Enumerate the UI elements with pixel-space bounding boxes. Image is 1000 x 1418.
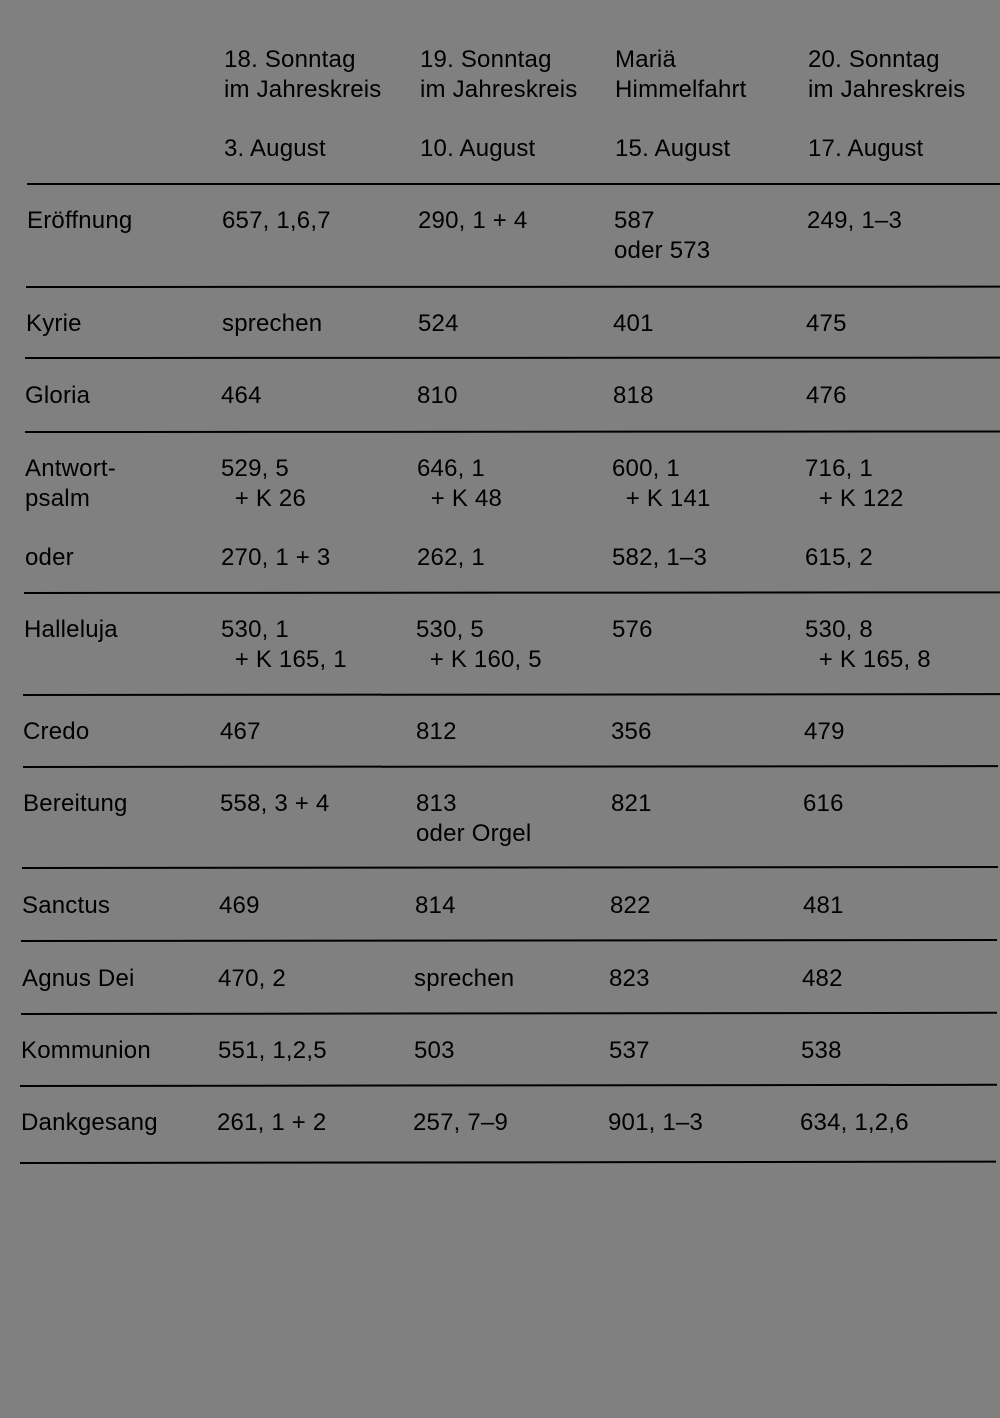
table-cell: 270, 1 + 3 <box>221 544 331 571</box>
table-cell: 482 <box>802 965 843 992</box>
row-label: Kyrie <box>26 310 82 337</box>
table-cell: 646, 1 + K 48 <box>417 455 502 512</box>
table-cell: 634, 1,2,6 <box>800 1109 909 1136</box>
table-cell: 529, 5 + K 26 <box>221 455 306 512</box>
divider <box>22 866 998 869</box>
table-cell: 822 <box>610 892 651 919</box>
row-label: Gloria <box>25 382 91 409</box>
divider <box>25 430 1000 433</box>
table-cell: 401 <box>613 310 654 337</box>
table-cell: 615, 2 <box>805 544 873 571</box>
row-label: Agnus Dei <box>22 965 135 992</box>
table-cell: 818 <box>613 382 654 409</box>
table-cell: 582, 1–3 <box>612 544 708 571</box>
table-cell: 600, 1 + K 141 <box>612 455 711 512</box>
table-cell: 901, 1–3 <box>608 1109 704 1136</box>
table-cell: 476 <box>806 382 847 409</box>
table-cell: 551, 1,2,5 <box>218 1037 327 1064</box>
row-label: Eröffnung <box>27 207 133 234</box>
table-cell: 249, 1–3 <box>807 207 903 234</box>
table-cell: 470, 2 <box>218 965 286 992</box>
table-cell: 261, 1 + 2 <box>217 1109 327 1136</box>
table-cell: 587 oder 573 <box>614 207 711 264</box>
table-cell: 479 <box>804 718 845 745</box>
col1-title: 18. Sonntag im Jahreskreis <box>224 46 382 103</box>
table-cell: 530, 8 + K 165, 8 <box>805 616 931 673</box>
row-label: oder <box>25 544 74 571</box>
table-cell: 576 <box>612 616 653 643</box>
table-cell: 537 <box>609 1037 650 1064</box>
divider <box>24 591 1000 594</box>
divider <box>26 286 1000 288</box>
col3-date: 15. August <box>615 135 731 162</box>
table-cell: 257, 7–9 <box>413 1109 509 1136</box>
table-cell: sprechen <box>414 965 515 992</box>
table-cell: 290, 1 + 4 <box>418 207 528 234</box>
table-cell: 530, 5 + K 160, 5 <box>416 616 542 673</box>
row-label: Antwort- psalm <box>25 455 116 512</box>
row-label: Bereitung <box>23 790 128 817</box>
col4-title: 20. Sonntag im Jahreskreis <box>808 46 966 103</box>
col1-date: 3. August <box>224 135 326 162</box>
table-cell: 464 <box>221 382 262 409</box>
table-cell: sprechen <box>222 310 323 337</box>
table-cell: 814 <box>415 892 456 919</box>
divider <box>25 357 1000 359</box>
table-cell: 538 <box>801 1037 842 1064</box>
divider <box>21 1012 997 1015</box>
col2-date: 10. August <box>420 135 536 162</box>
table-cell: 810 <box>417 382 458 409</box>
col4-date: 17. August <box>808 135 924 162</box>
row-label: Halleluja <box>24 616 118 643</box>
table-cell: 467 <box>220 718 261 745</box>
table-cell: 469 <box>219 892 260 919</box>
divider <box>23 693 1000 696</box>
col3-title: Mariä Himmelfahrt <box>615 46 747 103</box>
table-cell: 481 <box>803 892 844 919</box>
table-cell: 503 <box>414 1037 455 1064</box>
table-cell: 475 <box>806 310 847 337</box>
table-cell: 812 <box>416 718 457 745</box>
table-cell: 821 <box>611 790 652 817</box>
divider <box>23 765 998 768</box>
row-label: Credo <box>23 718 90 745</box>
divider <box>20 1161 996 1164</box>
table-cell: 356 <box>611 718 652 745</box>
table-cell: 524 <box>418 310 459 337</box>
row-label: Dankgesang <box>21 1109 158 1136</box>
table-cell: 716, 1 + K 122 <box>805 455 904 512</box>
divider <box>21 939 997 942</box>
col2-title: 19. Sonntag im Jahreskreis <box>420 46 578 103</box>
table-cell: 616 <box>803 790 844 817</box>
table-cell: 262, 1 <box>417 544 485 571</box>
table-cell: 813 oder Orgel <box>416 790 532 847</box>
row-label: Kommunion <box>21 1037 151 1064</box>
divider <box>27 183 1000 185</box>
divider <box>20 1084 997 1087</box>
table-cell: 558, 3 + 4 <box>220 790 330 817</box>
table-cell: 530, 1 + K 165, 1 <box>221 616 347 673</box>
table-cell: 823 <box>609 965 650 992</box>
table-cell: 657, 1,6,7 <box>222 207 331 234</box>
row-label: Sanctus <box>22 892 111 919</box>
